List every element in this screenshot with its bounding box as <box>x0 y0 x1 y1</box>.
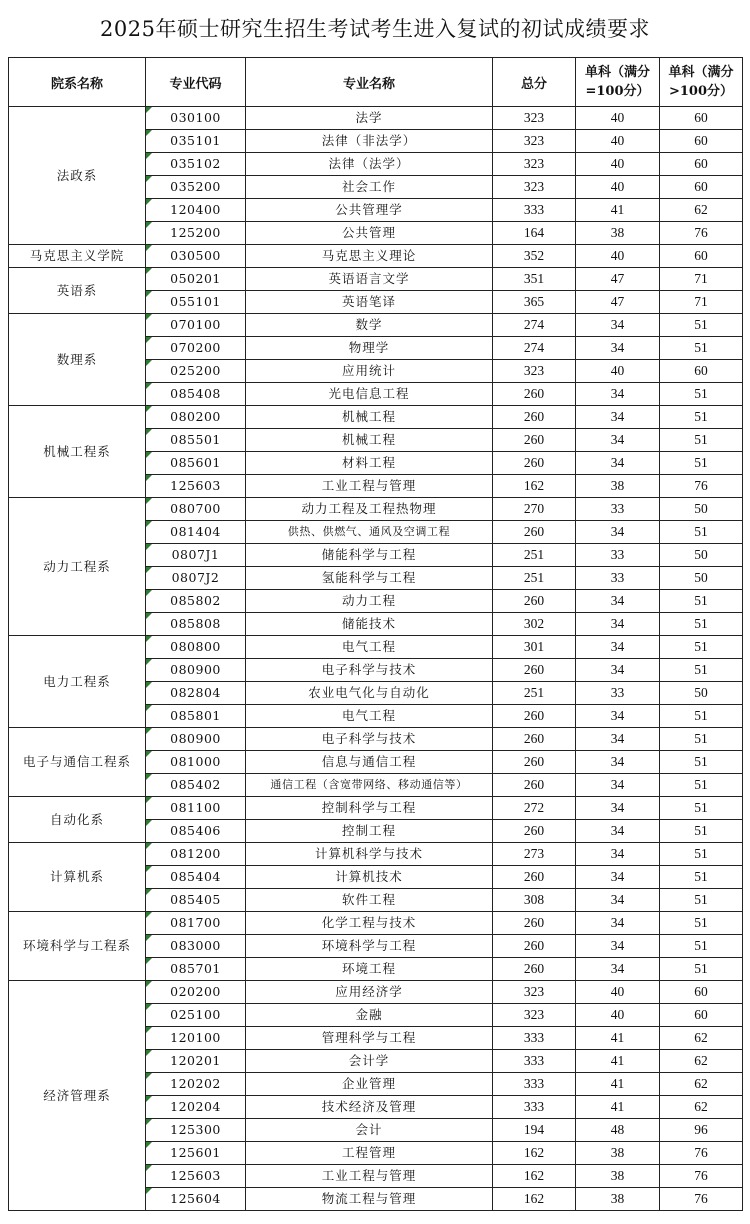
single-subject-over-100: 51 <box>660 728 743 751</box>
table-row <box>9 268 743 291</box>
major-name: 储能科学与工程 <box>246 544 493 567</box>
single-subject-over-100: 51 <box>660 429 743 452</box>
major-name: 农业电气化与自动化 <box>246 682 493 705</box>
single-subject-over-100: 51 <box>660 751 743 774</box>
single-subject-over-100: 76 <box>660 475 743 498</box>
major-name: 会计学 <box>246 1050 493 1073</box>
single-subject-over-100: 51 <box>660 636 743 659</box>
single-subject-over-100: 51 <box>660 314 743 337</box>
major-code: 081200 <box>146 843 246 866</box>
single-subject-100: 38 <box>576 475 660 498</box>
single-subject-over-100: 60 <box>660 153 743 176</box>
major-code: 030100 <box>146 107 246 130</box>
single-subject-100: 33 <box>576 498 660 521</box>
total-score: 162 <box>493 1188 576 1211</box>
major-code: 125601 <box>146 1142 246 1165</box>
major-name: 金融 <box>246 1004 493 1027</box>
total-score: 270 <box>493 498 576 521</box>
major-name: 应用经济学 <box>246 981 493 1004</box>
major-name: 公共管理 <box>246 222 493 245</box>
single-subject-100: 47 <box>576 291 660 314</box>
major-name: 电气工程 <box>246 705 493 728</box>
major-name: 技术经济及管理 <box>246 1096 493 1119</box>
major-code: 120400 <box>146 199 246 222</box>
department-name: 动力工程系 <box>9 498 146 636</box>
table-row <box>9 843 743 866</box>
header-single-gt100-line2: >100分） <box>668 84 734 99</box>
major-code: 081000 <box>146 751 246 774</box>
major-code: 030500 <box>146 245 246 268</box>
single-subject-over-100: 76 <box>660 1188 743 1211</box>
single-subject-100: 38 <box>576 1188 660 1211</box>
major-code: 080900 <box>146 728 246 751</box>
major-name: 社会工作 <box>246 176 493 199</box>
single-subject-100: 34 <box>576 406 660 429</box>
total-score: 333 <box>493 1096 576 1119</box>
single-subject-100: 48 <box>576 1119 660 1142</box>
single-subject-100: 34 <box>576 728 660 751</box>
total-score: 251 <box>493 682 576 705</box>
major-code: 125200 <box>146 222 246 245</box>
total-score: 260 <box>493 406 576 429</box>
major-code: 125603 <box>146 475 246 498</box>
table-row <box>9 314 743 337</box>
single-subject-100: 34 <box>576 429 660 452</box>
single-subject-100: 34 <box>576 958 660 981</box>
single-subject-100: 41 <box>576 1073 660 1096</box>
department-name: 机械工程系 <box>9 406 146 498</box>
major-code: 085802 <box>146 590 246 613</box>
single-subject-over-100: 51 <box>660 705 743 728</box>
total-score: 162 <box>493 475 576 498</box>
total-score: 260 <box>493 935 576 958</box>
single-subject-over-100: 51 <box>660 820 743 843</box>
single-subject-100: 34 <box>576 383 660 406</box>
single-subject-over-100: 51 <box>660 843 743 866</box>
single-subject-100: 40 <box>576 130 660 153</box>
single-subject-100: 40 <box>576 176 660 199</box>
single-subject-100: 34 <box>576 452 660 475</box>
single-subject-100: 33 <box>576 567 660 590</box>
major-name: 物流工程与管理 <box>246 1188 493 1211</box>
major-code: 025100 <box>146 1004 246 1027</box>
single-subject-over-100: 51 <box>660 889 743 912</box>
total-score: 323 <box>493 107 576 130</box>
single-subject-over-100: 60 <box>660 245 743 268</box>
single-subject-100: 40 <box>576 153 660 176</box>
major-code: 020200 <box>146 981 246 1004</box>
major-name: 电气工程 <box>246 636 493 659</box>
major-name: 公共管理学 <box>246 199 493 222</box>
single-subject-over-100: 60 <box>660 1004 743 1027</box>
major-name: 控制工程 <box>246 820 493 843</box>
single-subject-over-100: 50 <box>660 682 743 705</box>
total-score: 260 <box>493 659 576 682</box>
single-subject-100: 41 <box>576 199 660 222</box>
total-score: 333 <box>493 199 576 222</box>
major-code: 070100 <box>146 314 246 337</box>
single-subject-over-100: 96 <box>660 1119 743 1142</box>
single-subject-100: 34 <box>576 636 660 659</box>
major-code: 085405 <box>146 889 246 912</box>
total-score: 260 <box>493 728 576 751</box>
single-subject-100: 34 <box>576 912 660 935</box>
department-name: 电子与通信工程系 <box>9 728 146 797</box>
major-code: 0807J2 <box>146 567 246 590</box>
single-subject-over-100: 62 <box>660 199 743 222</box>
major-name: 动力工程 <box>246 590 493 613</box>
major-code: 125603 <box>146 1165 246 1188</box>
single-subject-100: 47 <box>576 268 660 291</box>
total-score: 301 <box>493 636 576 659</box>
major-name: 企业管理 <box>246 1073 493 1096</box>
table-header-row <box>9 58 743 107</box>
major-code: 035101 <box>146 130 246 153</box>
major-name: 供热、供燃气、通风及空调工程 <box>246 521 493 544</box>
major-code: 083000 <box>146 935 246 958</box>
major-code: 080200 <box>146 406 246 429</box>
major-code: 025200 <box>146 360 246 383</box>
total-score: 260 <box>493 820 576 843</box>
table-row <box>9 107 743 130</box>
major-name: 环境科学与工程 <box>246 935 493 958</box>
major-code: 120100 <box>146 1027 246 1050</box>
major-code: 085402 <box>146 774 246 797</box>
single-subject-over-100: 51 <box>660 406 743 429</box>
total-score: 352 <box>493 245 576 268</box>
header-single-gt100-line1: 单科（满分 <box>668 65 734 80</box>
major-name: 信息与通信工程 <box>246 751 493 774</box>
single-subject-100: 40 <box>576 245 660 268</box>
page-title: 2025年硕士研究生招生考试考生进入复试的初试成绩要求 <box>100 17 650 41</box>
total-score: 260 <box>493 705 576 728</box>
total-score: 273 <box>493 843 576 866</box>
major-name: 法学 <box>246 107 493 130</box>
single-subject-over-100: 51 <box>660 958 743 981</box>
single-subject-100: 34 <box>576 935 660 958</box>
total-score: 365 <box>493 291 576 314</box>
total-score: 162 <box>493 1165 576 1188</box>
total-score: 272 <box>493 797 576 820</box>
total-score: 333 <box>493 1073 576 1096</box>
header-dept: 院系名称 <box>9 58 146 107</box>
single-subject-over-100: 62 <box>660 1050 743 1073</box>
header-major: 专业名称 <box>246 58 493 107</box>
total-score: 260 <box>493 912 576 935</box>
single-subject-100: 40 <box>576 1004 660 1027</box>
single-subject-over-100: 60 <box>660 176 743 199</box>
single-subject-100: 34 <box>576 889 660 912</box>
total-score: 351 <box>493 268 576 291</box>
single-subject-100: 34 <box>576 590 660 613</box>
single-subject-100: 34 <box>576 751 660 774</box>
table-row <box>9 981 743 1004</box>
major-name: 控制科学与工程 <box>246 797 493 820</box>
major-code: 085501 <box>146 429 246 452</box>
single-subject-over-100: 71 <box>660 291 743 314</box>
major-name: 氢能科学与工程 <box>246 567 493 590</box>
department-name: 数理系 <box>9 314 146 406</box>
single-subject-over-100: 60 <box>660 130 743 153</box>
major-code: 070200 <box>146 337 246 360</box>
table-row <box>9 797 743 820</box>
single-subject-over-100: 62 <box>660 1096 743 1119</box>
major-code: 081700 <box>146 912 246 935</box>
header-single-gt100 <box>660 58 743 107</box>
major-name: 电子科学与技术 <box>246 728 493 751</box>
major-code: 035102 <box>146 153 246 176</box>
major-code: 080900 <box>146 659 246 682</box>
single-subject-over-100: 50 <box>660 567 743 590</box>
single-subject-over-100: 60 <box>660 107 743 130</box>
single-subject-100: 38 <box>576 1165 660 1188</box>
major-name: 工程管理 <box>246 1142 493 1165</box>
major-code: 120202 <box>146 1073 246 1096</box>
total-score: 260 <box>493 751 576 774</box>
major-code: 050201 <box>146 268 246 291</box>
major-name: 物理学 <box>246 337 493 360</box>
major-code: 055101 <box>146 291 246 314</box>
total-score: 260 <box>493 452 576 475</box>
single-subject-100: 34 <box>576 774 660 797</box>
single-subject-over-100: 50 <box>660 498 743 521</box>
single-subject-100: 40 <box>576 360 660 383</box>
major-name: 马克思主义理论 <box>246 245 493 268</box>
total-score: 323 <box>493 1004 576 1027</box>
single-subject-100: 33 <box>576 544 660 567</box>
major-code: 081100 <box>146 797 246 820</box>
table-row <box>9 728 743 751</box>
department-name: 计算机系 <box>9 843 146 912</box>
major-name: 通信工程（含宽带网络、移动通信等） <box>246 774 493 797</box>
major-code: 120204 <box>146 1096 246 1119</box>
major-name: 储能技术 <box>246 613 493 636</box>
total-score: 323 <box>493 360 576 383</box>
single-subject-100: 41 <box>576 1050 660 1073</box>
single-subject-over-100: 76 <box>660 1165 743 1188</box>
major-name: 工业工程与管理 <box>246 475 493 498</box>
single-subject-100: 34 <box>576 521 660 544</box>
single-subject-100: 34 <box>576 613 660 636</box>
major-name: 管理科学与工程 <box>246 1027 493 1050</box>
single-subject-over-100: 51 <box>660 452 743 475</box>
total-score: 323 <box>493 981 576 1004</box>
department-name: 环境科学与工程系 <box>9 912 146 981</box>
major-name: 软件工程 <box>246 889 493 912</box>
header-single-100-line1: 单科（满分 <box>584 65 650 80</box>
single-subject-over-100: 51 <box>660 337 743 360</box>
major-code: 035200 <box>146 176 246 199</box>
total-score: 251 <box>493 567 576 590</box>
major-name: 材料工程 <box>246 452 493 475</box>
major-code: 085406 <box>146 820 246 843</box>
table-row <box>9 636 743 659</box>
single-subject-100: 34 <box>576 705 660 728</box>
single-subject-over-100: 62 <box>660 1027 743 1050</box>
department-name: 电力工程系 <box>9 636 146 728</box>
total-score: 260 <box>493 521 576 544</box>
total-score: 164 <box>493 222 576 245</box>
single-subject-over-100: 76 <box>660 222 743 245</box>
single-subject-over-100: 51 <box>660 659 743 682</box>
major-name: 机械工程 <box>246 429 493 452</box>
total-score: 323 <box>493 176 576 199</box>
single-subject-over-100: 60 <box>660 981 743 1004</box>
single-subject-100: 41 <box>576 1027 660 1050</box>
single-subject-100: 34 <box>576 314 660 337</box>
single-subject-over-100: 51 <box>660 590 743 613</box>
total-score: 162 <box>493 1142 576 1165</box>
single-subject-over-100: 51 <box>660 774 743 797</box>
header-single-100 <box>576 58 660 107</box>
single-subject-100: 34 <box>576 797 660 820</box>
major-name: 动力工程及工程热物理 <box>246 498 493 521</box>
total-score: 260 <box>493 866 576 889</box>
major-code: 085801 <box>146 705 246 728</box>
major-code: 080800 <box>146 636 246 659</box>
single-subject-100: 34 <box>576 843 660 866</box>
total-score: 194 <box>493 1119 576 1142</box>
table-body <box>9 107 743 1211</box>
major-name: 数学 <box>246 314 493 337</box>
major-name: 应用统计 <box>246 360 493 383</box>
major-name: 英语语言文学 <box>246 268 493 291</box>
major-code: 085404 <box>146 866 246 889</box>
table-row <box>9 245 743 268</box>
total-score: 260 <box>493 429 576 452</box>
single-subject-over-100: 50 <box>660 544 743 567</box>
single-subject-100: 34 <box>576 659 660 682</box>
department-name: 自动化系 <box>9 797 146 843</box>
major-name: 环境工程 <box>246 958 493 981</box>
major-name: 会计 <box>246 1119 493 1142</box>
table-row <box>9 912 743 935</box>
single-subject-over-100: 51 <box>660 521 743 544</box>
table-row <box>9 406 743 429</box>
total-score: 260 <box>493 590 576 613</box>
single-subject-over-100: 76 <box>660 1142 743 1165</box>
department-name: 英语系 <box>9 268 146 314</box>
major-name: 法律（非法学） <box>246 130 493 153</box>
department-name: 马克思主义学院 <box>9 245 146 268</box>
major-code: 080700 <box>146 498 246 521</box>
major-code: 0807J1 <box>146 544 246 567</box>
major-name: 计算机技术 <box>246 866 493 889</box>
total-score: 274 <box>493 337 576 360</box>
total-score: 260 <box>493 774 576 797</box>
single-subject-over-100: 62 <box>660 1073 743 1096</box>
major-name: 英语笔译 <box>246 291 493 314</box>
department-name: 法政系 <box>9 107 146 245</box>
header-total: 总分 <box>493 58 576 107</box>
major-code: 085408 <box>146 383 246 406</box>
single-subject-over-100: 51 <box>660 912 743 935</box>
major-name: 机械工程 <box>246 406 493 429</box>
single-subject-100: 38 <box>576 1142 660 1165</box>
single-subject-over-100: 51 <box>660 797 743 820</box>
single-subject-over-100: 71 <box>660 268 743 291</box>
major-name: 计算机科学与技术 <box>246 843 493 866</box>
header-single-100-line2: =100分） <box>585 84 650 99</box>
single-subject-100: 41 <box>576 1096 660 1119</box>
major-name: 法律（法学） <box>246 153 493 176</box>
major-code: 125604 <box>146 1188 246 1211</box>
major-name: 电子科学与技术 <box>246 659 493 682</box>
major-code: 082804 <box>146 682 246 705</box>
single-subject-100: 33 <box>576 682 660 705</box>
total-score: 323 <box>493 130 576 153</box>
total-score: 274 <box>493 314 576 337</box>
single-subject-100: 34 <box>576 337 660 360</box>
major-code: 085808 <box>146 613 246 636</box>
single-subject-100: 34 <box>576 866 660 889</box>
total-score: 260 <box>493 958 576 981</box>
single-subject-100: 34 <box>576 820 660 843</box>
total-score: 308 <box>493 889 576 912</box>
single-subject-over-100: 51 <box>660 866 743 889</box>
single-subject-over-100: 51 <box>660 613 743 636</box>
major-code: 125300 <box>146 1119 246 1142</box>
total-score: 251 <box>493 544 576 567</box>
major-code: 085601 <box>146 452 246 475</box>
major-name: 工业工程与管理 <box>246 1165 493 1188</box>
total-score: 333 <box>493 1050 576 1073</box>
major-code: 120201 <box>146 1050 246 1073</box>
single-subject-100: 38 <box>576 222 660 245</box>
score-requirements-table <box>8 57 743 1211</box>
single-subject-100: 40 <box>576 107 660 130</box>
department-name: 经济管理系 <box>9 981 146 1211</box>
single-subject-100: 40 <box>576 981 660 1004</box>
single-subject-over-100: 51 <box>660 935 743 958</box>
major-name: 光电信息工程 <box>246 383 493 406</box>
table-row <box>9 498 743 521</box>
major-name: 化学工程与技术 <box>246 912 493 935</box>
single-subject-over-100: 60 <box>660 360 743 383</box>
total-score: 260 <box>493 383 576 406</box>
single-subject-over-100: 51 <box>660 383 743 406</box>
total-score: 333 <box>493 1027 576 1050</box>
header-code: 专业代码 <box>146 58 246 107</box>
major-code: 085701 <box>146 958 246 981</box>
total-score: 302 <box>493 613 576 636</box>
major-code: 081404 <box>146 521 246 544</box>
total-score: 323 <box>493 153 576 176</box>
